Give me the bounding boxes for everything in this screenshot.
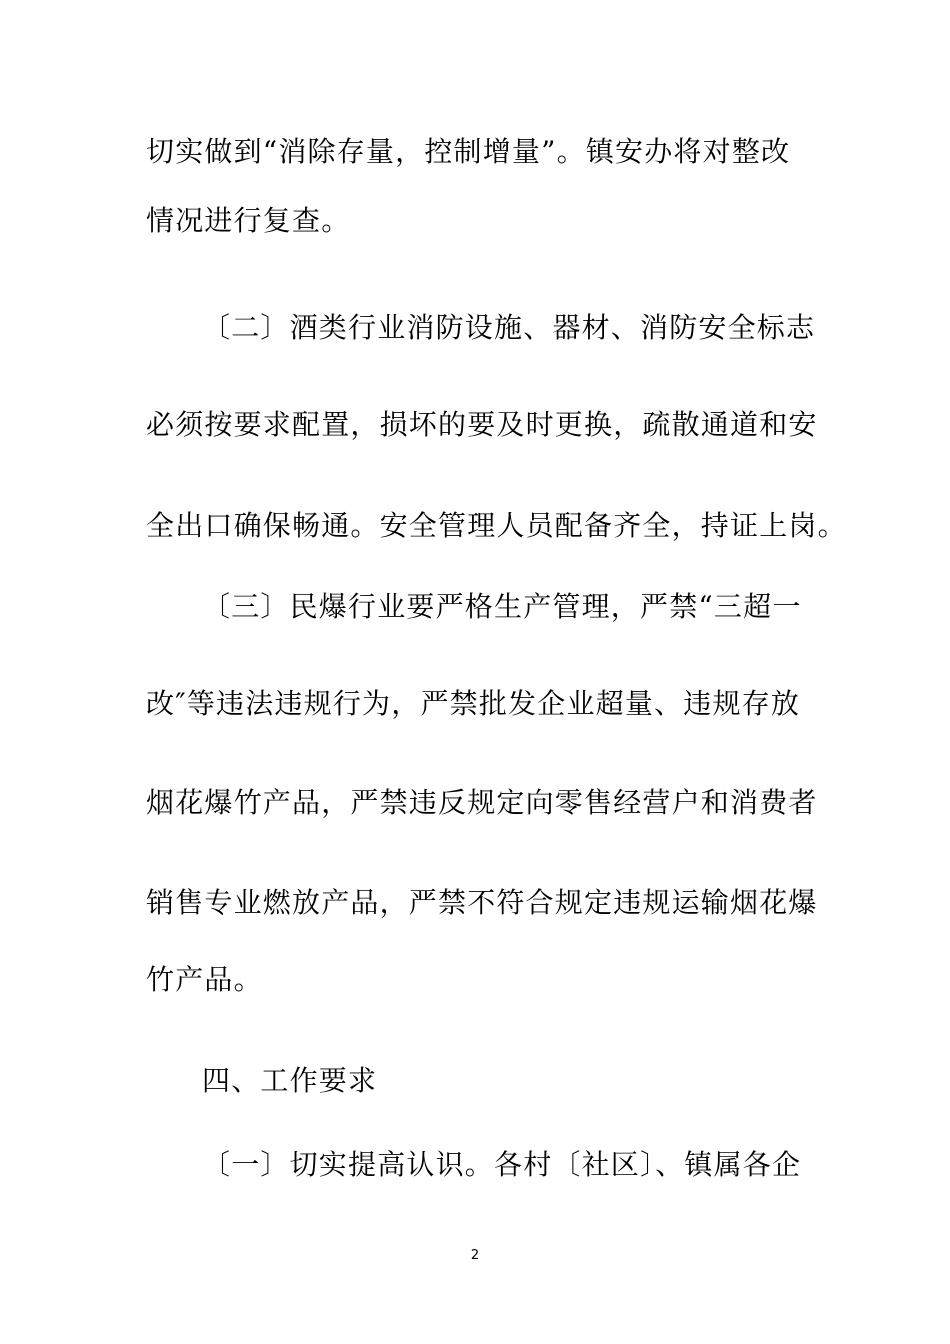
text-line-12: 〔一〕切实提高认识。各村〔社区〕、镇属各企: [202, 1148, 802, 1181]
section-heading: 四、工作要求: [202, 1064, 378, 1097]
text-line-4: 必须按要求配置，损坏的要及时更换，疏散通道和安: [146, 408, 818, 441]
text-line-9: 销售专业燃放产品，严禁不符合规定违规运输烟花爆: [146, 886, 818, 919]
text-line-7: 改″等违法违规行为，严禁批发企业超量、违规存放: [146, 687, 801, 720]
text-line-10: 竹产品。: [146, 963, 263, 996]
text-line-5: 全出口确保畅通。安全管理人员配备齐全，持证上岗。: [146, 509, 847, 542]
text-line-3: 〔二〕酒类行业消防设施、器材、消防安全标志: [202, 311, 816, 344]
text-line-2: 情况进行复查。: [146, 204, 351, 237]
page-number: 2: [470, 1248, 480, 1263]
text-line-6: 〔三〕民爆行业要严格生产管理，严禁“三超一: [202, 590, 802, 623]
text-line-8: 烟花爆竹产品，严禁违反规定向零售经营户和消费者: [146, 786, 818, 819]
text-line-1: 切实做到“消除存量，控制增量”。镇安办将对整改: [146, 135, 791, 168]
